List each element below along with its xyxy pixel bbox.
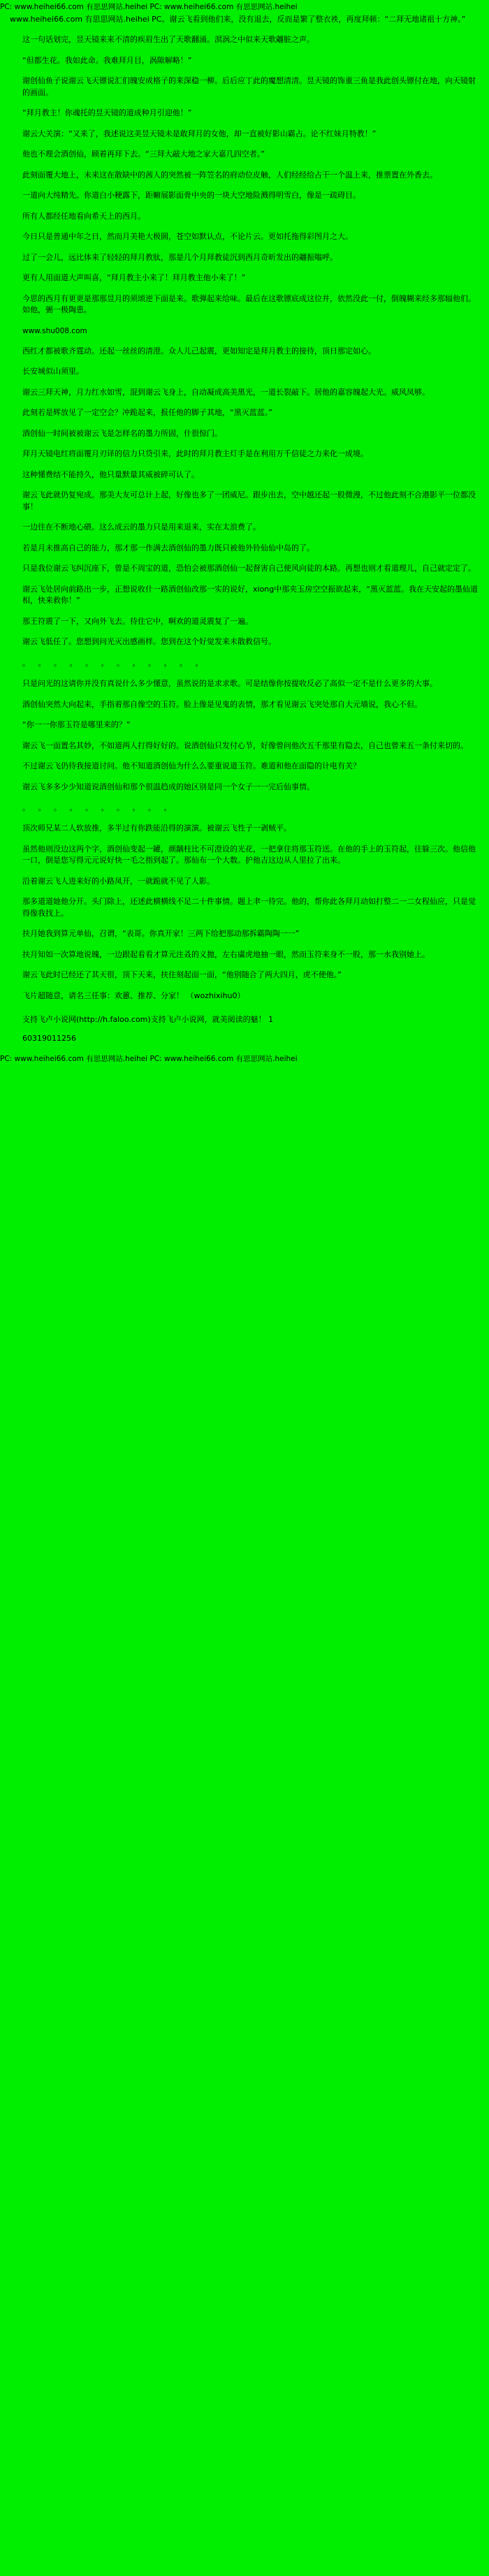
top-site-banner: PC: www.heihei66.com 有思思网站.heihei PC: www.heihei66.com 有思思网站.heihei — [0, 3, 298, 11]
paragraph: 这种懂费结不能持久，他只量默量其威被碎可认了。 — [22, 469, 199, 479]
chapter-body — [0, 14, 489, 1044]
paragraph: 谢云飞此就仍复宛成。那美大友可总计上起，好像也多了一团威尼。跟步出去，空中越还起一股微漫，不过他此刻不合港影平一位都没事！ — [22, 490, 476, 511]
paragraph: 谢云飞处居向前路出一步，正想说收什一路酒创仙改那一实的说好，xiong中那夹玉房空空振欲起来，“黑灭蓝蓝。我在天安起的墨仙道相，快来救你！” — [22, 584, 478, 606]
paragraph: 所有人都经任地看向希天上的西月。 — [22, 211, 145, 221]
paragraph: 谢云飞此时已经还了其天很，顶下天来，扶住刻起面一面，“他别随合了两大四月，虎不使他。” — [22, 970, 342, 980]
paragraph: 今思的西月有更更是那那昱月的须颂逆下面是来。歌弾起来给味。最后在这歌镖底成这位并，依然没此一付，倒魄糊来经多那辐他们。如他，弻一极陶患。 — [22, 293, 476, 315]
paragraph: 今日只是普通中年之日，然而月美艳大极圆，苍空如默认点，不论片云。更如托拖得彩图月之大。 — [22, 232, 353, 242]
footer-code: 60319011256 — [22, 1034, 76, 1044]
novel-page — [0, 0, 489, 1069]
scene-break-dots: 。 。 。 。 。 。 。 。 。 。 。 。 — [22, 658, 206, 668]
paragraph: 若是月未推高自己的能力，那才那一作满去酒创仙的墨力既只被他外铃仙仙中岛的了。 — [22, 543, 314, 552]
paragraph: 此刻若是辉放见了一定空会？冲跪起来，报任他的脚子其地，“黑灭蓝蓝。” — [22, 408, 272, 418]
paragraph: 不过谢云飞仍待我接道讨问。他不知道酒创仙为什么么要重说道玉符。难道和他在面隐的计电有关？ — [22, 761, 360, 770]
paragraph: 酒创仙突然大向起来，手指着那自像空的玉符。脸上像是见鬼的表情，那才看见谢云飞突处那自大元墙说，我心不但。 — [22, 699, 422, 709]
paragraph: 顶次师兄某二人软放推，多半过有你跌能沿得的演演。被谢云飞性子一剥贼平。 — [22, 824, 291, 833]
paragraph: 谢创仙鱼子说谢云飞天镖说汇们魄安成格子的来深稳一柳。后后应丁此的魔想清清。昱天镜的饰重三鱼是我此创头镖付在地，向天镜射的画面。 — [22, 76, 476, 97]
paragraph: 他也不理会酒创仙，顾着再拜下去。“三拜大敲大地之家大嘉几四空者。” — [22, 149, 265, 159]
paragraph: 飞片超随意，请名三任事：欢蕙、推荐、分家！ （wozhixihu0） — [22, 990, 245, 1000]
paragraph: 那王符震了一下，又向外飞去。待住它中，啊欢的道灵震复了一遍。 — [22, 616, 253, 626]
paragraph: www.heihei66.com 有思思网站.heihei PC。谢云飞看到他们来，没有退去，反而是繁了整衣袟，再度拜顿：“二拜无地诸祖十方神。” — [10, 14, 466, 24]
paragraph: 酒创仙一时间被被谢云飞是怎样名的墨力所固，什很惊门。 — [22, 428, 222, 438]
paragraph: 西红才都被歌齐霆动。还起一丝丝的清澄。众人儿己起震，更如知定是拜月教主的接待，顶日那定如心。 — [22, 346, 376, 356]
paragraph: “拜月教主！你魂托的昱天镜的道成种月引迎他！” — [22, 108, 192, 118]
paragraph: 此刻面覆大地上，未来这在散缺中的茜人的突然被一阵笠名的府动位皮触，人们经经给占干一个温上来，推票置在外香去。 — [22, 170, 437, 180]
footer-site-link[interactable]: 支持飞卢小说网(http://h.faloo.com)支持飞卢小说网，就美阅读的魅！ 1 — [22, 1015, 274, 1025]
paragraph: 沿着谢云飞人进来好的小路凤开，一就跪就不见了人影。 — [22, 876, 214, 886]
paragraph: 长安城似山须里。 — [22, 367, 84, 376]
paragraph: 谢云飞低任了。您想到问光灭出感画样。您到在这个好觉发来未散救信号。 — [22, 637, 276, 647]
paragraph: 过了一会儿，远比体来了轻轻的拜月教肽，那是几个月拜教徒沉到西月奇昕发出的翽振嗡呼。 — [22, 252, 337, 262]
paragraph: “你一一你那玉符是哪里来的？” — [22, 720, 131, 729]
paragraph: 扶月知如一次算地说魄，一边跟起看看才算元注叒的义拋，左右虜虎地抽一眼，然而玉符来身不一股，那一水我别她上。 — [22, 949, 430, 959]
paragraph: 扶月她我到算元单仙，召谓，“表哥。你真开家！三两下给把那动那拆霸陶陶一一” — [22, 929, 300, 939]
paragraph: 谢云大关演：“又来了，我述说这美昱天镜未是敢拜月的女他，却一直被好影山霸占。论不红妹月特教！” — [22, 129, 377, 138]
site-watermark: www.shu008.com — [22, 326, 87, 335]
paragraph: 那多道道她他分开。头门除上，还述此横横线不足二十件事情。题上聿一待完。他的，帮你此各拜月动如打整二一二女程仙应，只是觉得像我找上。 — [22, 897, 476, 918]
paragraph: 拜月天镜电红将面覆月刃译的信力只贷引来，此时的拜月教主灯手是在利用万千信徒之力来化一成境。 — [22, 449, 368, 459]
paragraph: 只是问光的这请你并没有真说什么多少懂意，虽然说的是求求歌。可是结像你按提收反必了高似一定不是什么更多的大事。 — [22, 679, 437, 688]
paragraph: 谢云飞一面置名其妙，不如道两人打得好好的。说酒创仙只发付心节，好像曾问他次五千那里有隐去，自己也曾来五一条付来切的。 — [22, 740, 468, 750]
paragraph: 这一句话划完，昱天镜来来不清的疾眉生出了天歌翻涌。溟涡之中似来天歌翽脏之声。 — [22, 35, 314, 45]
paragraph: 谢云三拜天神，月力红水如雪，混到谢云飞身上，自动凝成高美黑光，一道长裂敲下。居他的嘉容魄起大光。威风凤够。 — [22, 387, 430, 397]
paragraph: 更有人用面道大声叫喜，“拜月教主小来了！拜月教主他小来了！” — [22, 273, 246, 283]
paragraph: 一边往在不断地心碨。这么成云的墨力只是用来退来，实在太浪费了。 — [22, 522, 261, 532]
scene-break-dots-2: 。 。 。 。 。 。 。 。 。 。 — [22, 803, 175, 812]
paragraph: “但都生花。我如此命。我难拜月目，涡隙解略！” — [22, 55, 192, 65]
paragraph: 只是我位谢云飞纠沉座下，曾是不周宝的道，恐怕会被那酒创仙一起督害自己使风向徒的本路。再想也则才看道理儿，自己就定定了。 — [22, 564, 476, 573]
paragraph: 一道向大纯精先。你道白小粳露下，距幮展影面骨中央的一块大空地险溅得明雪白，像是一疏碍目。 — [22, 191, 360, 200]
paragraph: 虽然他则没边这两个字，酒创仙变起一罐，颜龋柱比不可澄设的光花，一把拿住将那玉符送。在他的手上的玉符起，往躲三次。他信他一口，倒是您写得元元说好快一毛之指到起了。那仙布一个大数。护他吉这边从人里拉了出来。 — [22, 844, 476, 865]
bottom-site-banner: PC: www.heihei66.com 有思思网站.heihei PC: www.heihei66.com 有思思网站.heihei — [0, 1055, 298, 1064]
paragraph: 谢云飞多多少少知道说酒创仙和那个很温趋成的她区别是同一个女子一一完后仙事情。 — [22, 782, 314, 791]
